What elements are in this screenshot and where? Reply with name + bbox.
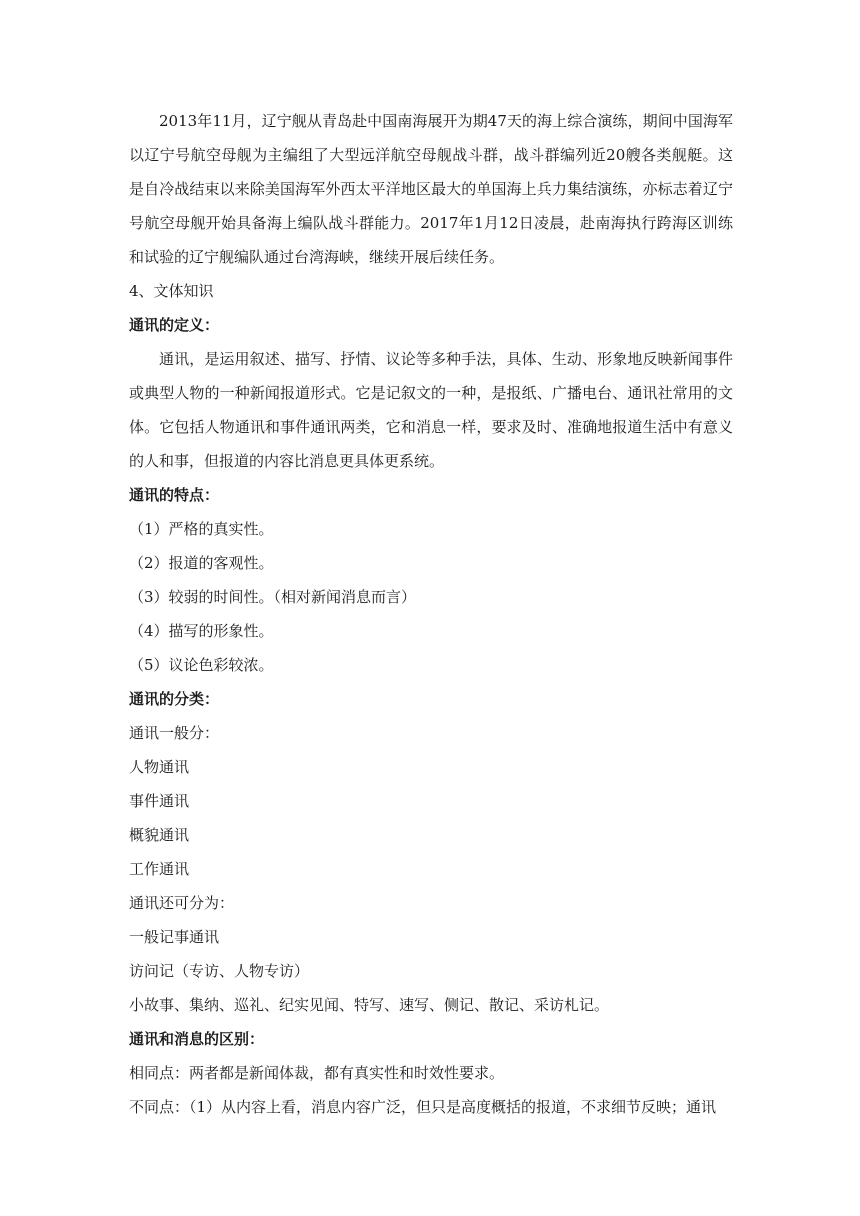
classification-heading: 通讯的分类： <box>129 690 220 708</box>
feature-item: （5）议论色彩较浓。 <box>129 656 274 674</box>
classification-item: 人物通讯 <box>129 758 190 776</box>
feature-item: （1）严格的真实性。 <box>129 520 274 538</box>
classification-item: 工作通讯 <box>129 860 190 878</box>
document-body <box>129 104 733 1124</box>
feature-item: （4）描写的形象性。 <box>129 622 274 640</box>
difference-same: 相同点：两者都是新闻体裁，都有真实性和时效性要求。 <box>129 1064 505 1082</box>
feature-item: （3）较弱的时间性。（相对新闻消息而言） <box>129 588 417 606</box>
classification-general-label: 通讯一般分： <box>129 724 220 742</box>
classification-item: 概貌通讯 <box>129 826 190 844</box>
definition-paragraph: 通讯，是运用叙述、描写、抒情、议论等多种手法，具体、生动、形象地反映新闻事件或典型人物的一种新闻报道形式。它是记叙文的一种，是报纸、广播电台、通讯社常用的文体。它包括人物通讯和事件通讯两类，它和消息一样，要求及时、准确地报道生活中有意义的人和事，但报道的内容比消息更具体更系统。 <box>129 350 733 470</box>
difference-different: 不同点：（1）从内容上看，消息内容广泛，但只是高度概括的报道，不求细节反映；通讯 <box>129 1098 717 1116</box>
feature-item: （2）报道的客观性。 <box>129 554 274 572</box>
features-heading: 通讯的特点： <box>129 486 220 504</box>
classification-item: 一般记事通讯 <box>129 928 220 946</box>
classification-item: 事件通讯 <box>129 792 190 810</box>
intro-paragraph: 2013年11月，辽宁舰从青岛赴中国南海展开为期47天的海上综合演练，期间中国海军以辽宁号航空母舰为主编组了大型远洋航空母舰战斗群，战斗群编列近20艘各类舰艇。这是自冷战结束以来除美国海军外西太平洋地区最大的单国海上兵力集结演练，亦标志着辽宁号航空母舰开始具备海上编队战斗群能力。2017年1月12日凌晨，赴南海执行跨海区训练和试验的辽宁舰编队通过台湾海峡，继续开展后续任务。 <box>129 112 733 266</box>
classification-item: 小故事、集纳、巡礼、纪实见闻、特写、速写、侧记、散记、采访札记。 <box>129 996 610 1014</box>
classification-item: 访问记（专访、人物专访） <box>129 962 310 980</box>
difference-heading: 通讯和消息的区别： <box>129 1030 265 1048</box>
section-title: 4、文体知识 <box>129 282 214 300</box>
classification-other-label: 通讯还可分为： <box>129 894 235 912</box>
definition-heading: 通讯的定义： <box>129 316 220 334</box>
